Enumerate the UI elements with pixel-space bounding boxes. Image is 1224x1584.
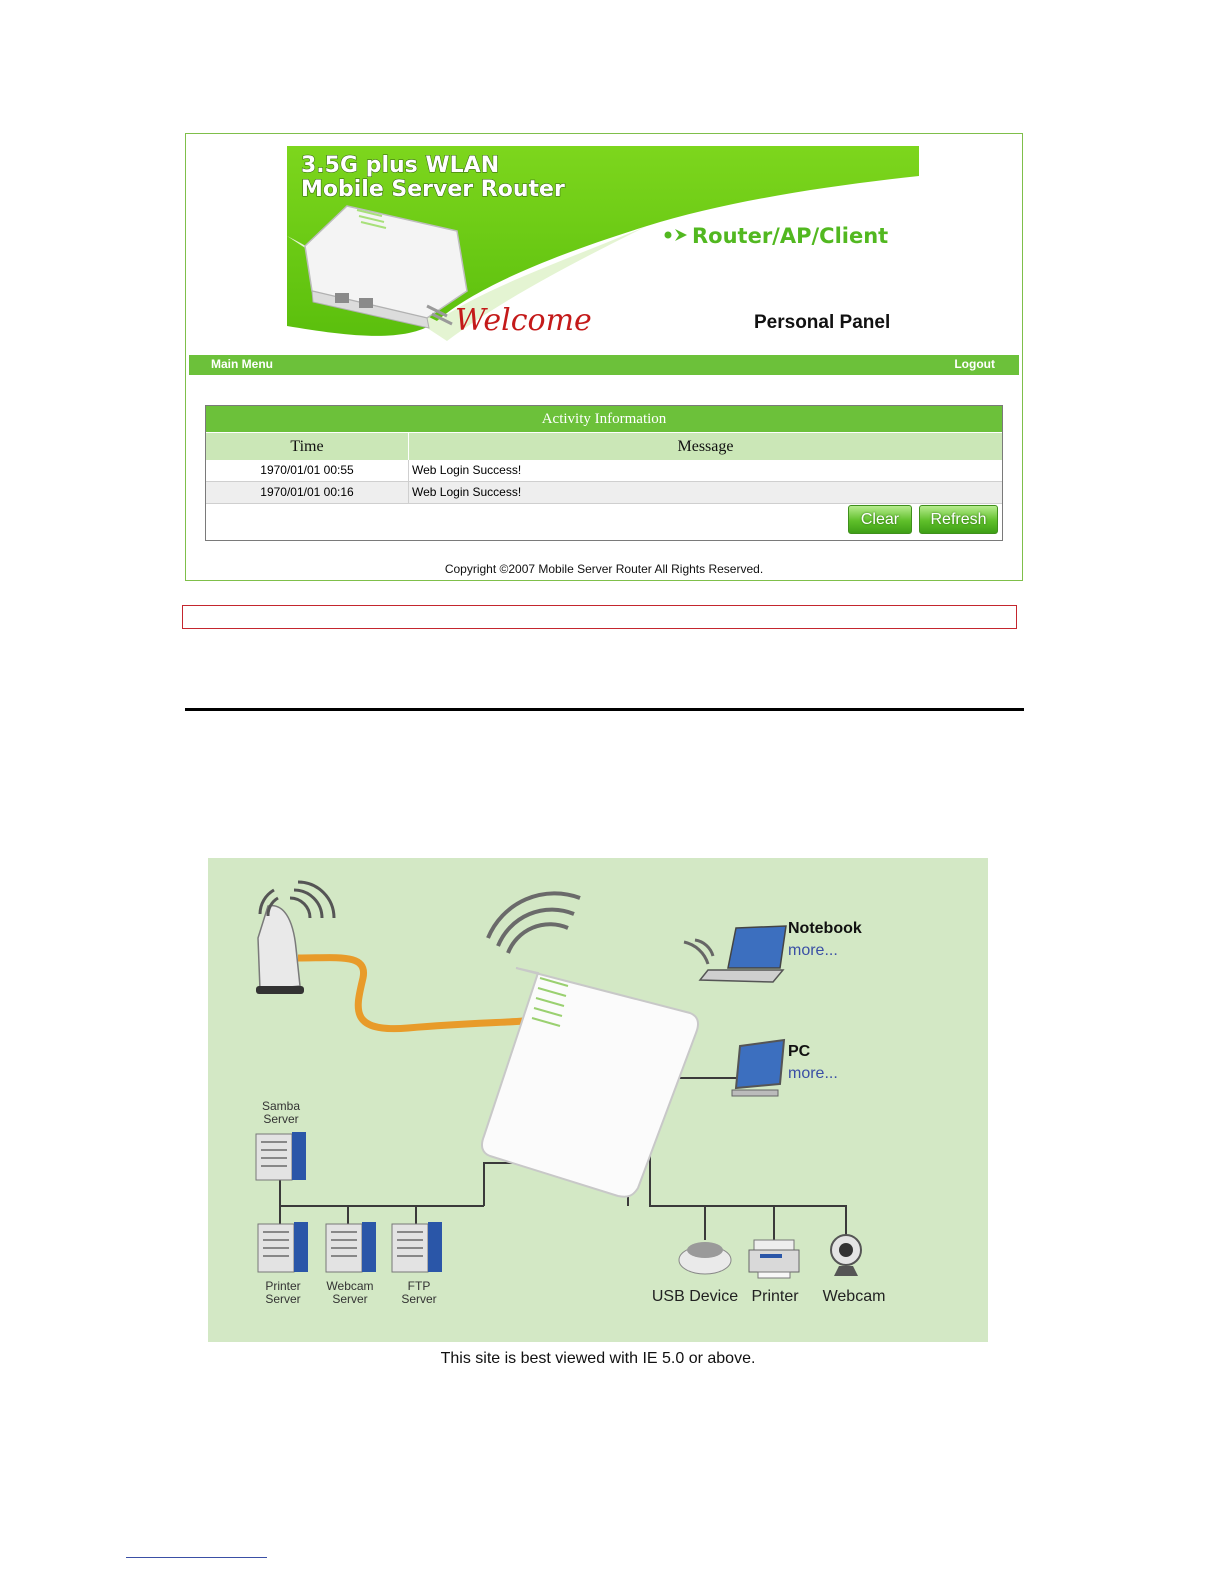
banner-title-line1: 3.5G plus WLAN — [301, 153, 500, 178]
activity-table-header — [206, 433, 1002, 460]
printer-server-icon — [258, 1222, 308, 1272]
printer-server-label-line1: Printer — [265, 1279, 301, 1293]
panel-name: Personal Panel — [754, 312, 891, 333]
webcam-server-label-line1: Webcam — [326, 1279, 374, 1293]
column-header-time: Time — [290, 438, 324, 455]
column-divider — [408, 460, 409, 481]
notebook-more-link[interactable]: more... — [788, 942, 838, 959]
webcam-server-label-line2: Server — [332, 1292, 368, 1306]
usb-device-icon — [679, 1242, 731, 1274]
main-menu-link[interactable]: Main Menu — [211, 357, 273, 371]
samba-server-label-line1: Samba — [261, 1099, 301, 1113]
samba-server-label-line2: Server — [263, 1112, 299, 1126]
notebook-icon — [684, 926, 786, 982]
network-diagram-graphic — [208, 858, 988, 1342]
webcam-icon — [831, 1235, 861, 1276]
menu-bar — [189, 355, 1019, 375]
ftp-server-icon — [392, 1222, 442, 1272]
webcam-server-icon — [326, 1222, 376, 1272]
samba-server-icon — [256, 1132, 306, 1180]
ftp-server-label-line1: FTP — [407, 1279, 431, 1293]
router-web-panel — [185, 133, 1023, 581]
welcome-banner — [287, 146, 919, 354]
column-header-message: Message — [677, 438, 734, 455]
banner-tagline: Router/AP/Client — [692, 224, 889, 248]
activity-table-title: Activity Information — [206, 406, 1002, 432]
refresh-button[interactable]: Refresh — [919, 505, 998, 534]
printer-server-label-line2: Server — [265, 1292, 301, 1306]
router-device-icon — [482, 893, 698, 1196]
notebook-label: Notebook — [788, 920, 862, 937]
banner-title-line2: Mobile Server Router — [301, 177, 565, 202]
webcam-label: Webcam — [822, 1288, 886, 1305]
column-divider — [408, 482, 409, 503]
footnote-separator — [126, 1557, 267, 1558]
row-message: Web Login Success! — [412, 463, 522, 477]
table-row — [206, 482, 1002, 504]
printer-icon — [749, 1240, 799, 1278]
network-diagram — [208, 858, 988, 1342]
printer-label: Printer — [751, 1288, 799, 1305]
horizontal-rule — [185, 708, 1024, 711]
copyright-text: Copyright ©2007 Mobile Server Router All Rights Reserved. — [444, 562, 764, 576]
row-message: Web Login Success! — [412, 485, 522, 499]
clear-button[interactable]: Clear — [848, 505, 912, 534]
ftp-server-label-line2: Server — [401, 1292, 437, 1306]
pc-label: PC — [788, 1043, 811, 1060]
best-viewed-note: This site is best viewed with IE 5.0 or above. — [440, 1350, 756, 1367]
pc-icon — [732, 1040, 784, 1096]
cable-icon — [298, 958, 523, 1029]
logout-link[interactable]: Logout — [954, 357, 995, 371]
usb-device-label: USB Device — [651, 1288, 739, 1305]
row-time: 1970/01/01 00:55 — [260, 463, 354, 477]
activity-information-table — [205, 405, 1003, 541]
table-row — [206, 460, 1002, 482]
3g-modem-icon — [256, 882, 334, 994]
red-outline-box — [182, 605, 1017, 629]
pc-more-link[interactable]: more... — [788, 1065, 838, 1082]
row-time: 1970/01/01 00:16 — [260, 485, 354, 499]
welcome-text: Welcome — [455, 303, 592, 338]
banner-graphic — [287, 146, 919, 354]
